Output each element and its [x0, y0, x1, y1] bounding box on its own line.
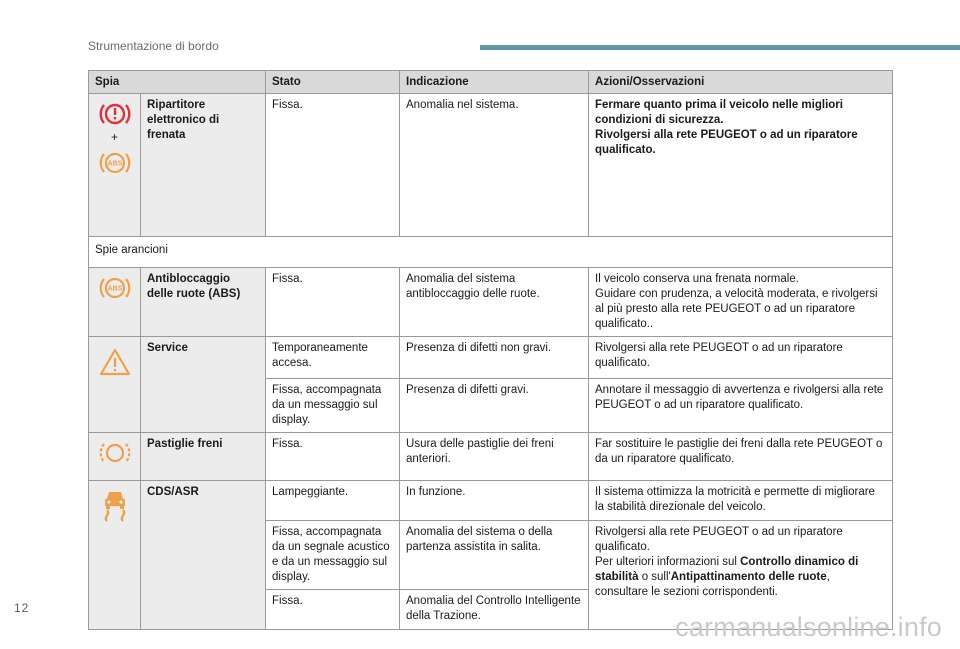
- table-header-row: [89, 71, 893, 94]
- svg-text:ABS: ABS: [107, 160, 122, 168]
- group-row: [89, 237, 893, 268]
- indication-cell: Presenza di difetti gravi.: [400, 379, 589, 433]
- actions-cell: Annotare il messaggio di avvertenza e rivolgersi alla rete PEUGEOT o ad un riparatore qualificato.: [589, 379, 893, 433]
- watermark: carmanualsonline.info: [675, 612, 942, 642]
- header-bar: [480, 45, 960, 50]
- table-row: [89, 433, 893, 481]
- actions-text: , consultare le sezioni corrispondenti.: [595, 571, 830, 598]
- actions-cell: Il sistema ottimizza la motricità e permette di migliorare la stabilità direzionale del veicolo.: [589, 481, 893, 521]
- header-indicazione: Indicazione: [400, 71, 589, 94]
- warning-name: Pastiglie freni: [141, 433, 266, 481]
- brake-pads-icon: [98, 439, 132, 467]
- header-azioni: Azioni/Osservazioni: [589, 71, 893, 94]
- warning-name: Service: [141, 337, 266, 433]
- indication-cell: Anomalia del sistema o della partenza assistita in salita.: [400, 521, 589, 590]
- status-cell: Fissa.: [266, 433, 400, 481]
- header-spia: Spia: [89, 71, 266, 94]
- group-label: Spie arancioni: [89, 237, 893, 268]
- abs-icon: [98, 149, 132, 177]
- indication-cell: Anomalia del Controllo Intelligente della Trazione.: [400, 590, 589, 630]
- link-stability-control[interactable]: Controllo dinamico di stabilità: [595, 556, 859, 583]
- actions-text: Per ulteriori informazioni sul: [595, 556, 737, 568]
- warning-name: CDS/ASR: [141, 481, 266, 630]
- warning-lights-table: [88, 70, 893, 630]
- table-row: [89, 337, 893, 379]
- icon-cell: [89, 481, 141, 630]
- status-cell: Fissa.: [266, 590, 400, 630]
- icon-cell: [89, 337, 141, 433]
- section-title: Strumentazione di bordo: [88, 39, 219, 53]
- indication-cell: Anomalia del sistema antibloccaggio delle ruote.: [400, 268, 589, 337]
- status-cell: Fissa, accompagnata da un messaggio sul display.: [266, 379, 400, 433]
- indication-cell: Usura delle pastiglie dei freni anteriori.: [400, 433, 589, 481]
- link-anti-slip[interactable]: Antipattinamento delle ruote: [670, 571, 827, 583]
- table-row: [89, 481, 893, 521]
- status-cell: Fissa, accompagnata da un segnale acustico e da un messaggio sul display.: [266, 521, 400, 590]
- brake-warning-icon: [98, 100, 132, 128]
- warning-name: Ripartitore elettronico di frenata: [141, 94, 266, 237]
- icon-cell: [89, 94, 141, 237]
- actions-text: Rivolgersi alla rete PEUGEOT o ad un riparatore qualificato.: [595, 526, 843, 553]
- actions-text: o sull': [641, 571, 671, 583]
- actions-cell: Far sostituire le pastiglie dei freni dalla rete PEUGEOT o da un riparatore qualificato.: [589, 433, 893, 481]
- indication-cell: Presenza di difetti non gravi.: [400, 337, 589, 379]
- status-cell: Lampeggiante.: [266, 481, 400, 521]
- warning-triangle-icon: [98, 347, 132, 377]
- status-cell: Fissa.: [266, 268, 400, 337]
- warning-name: Antibloccaggio delle ruote (ABS): [141, 268, 266, 337]
- svg-text:ABS: ABS: [107, 285, 122, 293]
- indication-cell: Anomalia nel sistema.: [400, 94, 589, 237]
- table-row: [89, 94, 893, 237]
- skid-car-icon: [98, 487, 132, 523]
- status-cell: Temporaneamente accesa.: [266, 337, 400, 379]
- abs-icon: [98, 274, 132, 302]
- actions-cell: Il veicolo conserva una frenata normale. Guidare con prudenza, a velocità moderata, e rivolgersi al più presto alla rete PEUGEOT o ad un riparatore qualificato..: [589, 268, 893, 337]
- actions-cell: Rivolgersi alla rete PEUGEOT o ad un riparatore qualificato.: [589, 337, 893, 379]
- indication-cell: In funzione.: [400, 481, 589, 521]
- page-number: 12: [14, 601, 30, 615]
- actions-cell: Fermare quanto prima il veicolo nelle migliori condizioni di sicurezza. Rivolgersi alla rete PEUGEOT o ad un riparatore qualificato.: [589, 94, 893, 237]
- icon-cell: [89, 433, 141, 481]
- plus-sign: +: [110, 130, 118, 144]
- status-cell: Fissa.: [266, 94, 400, 237]
- table-row: [89, 268, 893, 337]
- header-stato: Stato: [266, 71, 400, 94]
- icon-cell: [89, 268, 141, 337]
